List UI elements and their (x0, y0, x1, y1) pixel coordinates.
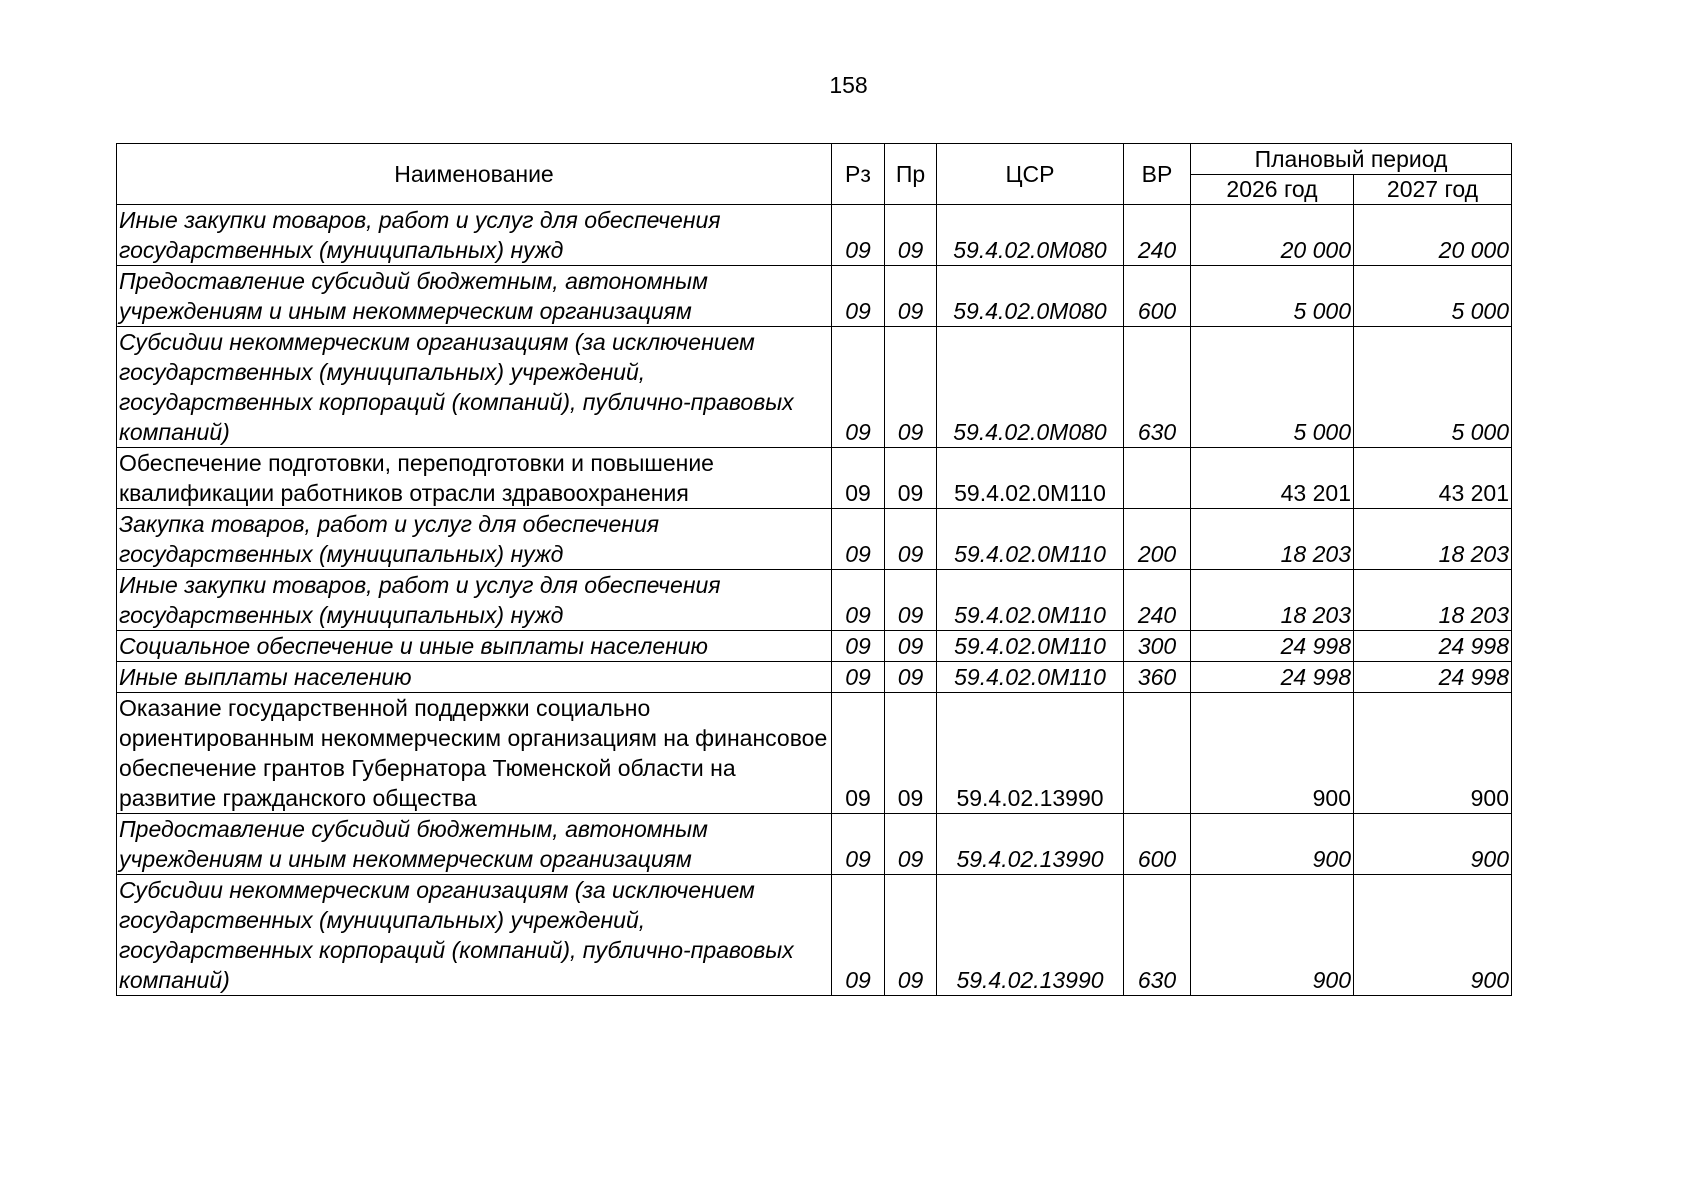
cell-name: Субсидии некоммерческим организациям (за исключением государственных (муниципальных) учреждений, государственных корпораций (компаний), публично-правовых компаний) (117, 875, 832, 996)
cell-csr: 59.4.02.0М080 (937, 266, 1124, 327)
cell-2027: 18 203 (1354, 509, 1512, 570)
cell-rz: 09 (832, 205, 885, 266)
cell-rz: 09 (832, 327, 885, 448)
cell-vr: 600 (1124, 814, 1191, 875)
header-rz: Рз (832, 144, 885, 205)
cell-2026: 900 (1191, 814, 1354, 875)
table-body (117, 205, 1512, 996)
cell-2026: 18 203 (1191, 570, 1354, 631)
cell-2026: 900 (1191, 693, 1354, 814)
cell-name: Предоставление субсидий бюджетным, автономным учреждениям и иным некоммерческим организациям (117, 266, 832, 327)
cell-csr: 59.4.02.0М110 (937, 448, 1124, 509)
cell-csr: 59.4.02.0М110 (937, 509, 1124, 570)
cell-2027: 5 000 (1354, 266, 1512, 327)
cell-name: Субсидии некоммерческим организациям (за исключением государственных (муниципальных) учреждений, государственных корпораций (компаний), публично-правовых компаний) (117, 327, 832, 448)
cell-2026: 18 203 (1191, 509, 1354, 570)
cell-pr: 09 (885, 509, 937, 570)
cell-2026: 900 (1191, 875, 1354, 996)
header-pr: Пр (885, 144, 937, 205)
cell-rz: 09 (832, 631, 885, 662)
cell-pr: 09 (885, 570, 937, 631)
cell-name: Иные закупки товаров, работ и услуг для обеспечения государственных (муниципальных) нужд (117, 205, 832, 266)
cell-rz: 09 (832, 509, 885, 570)
table-row (117, 662, 1512, 693)
cell-2026: 20 000 (1191, 205, 1354, 266)
cell-2027: 18 203 (1354, 570, 1512, 631)
header-planning-period: Плановый период (1191, 144, 1512, 175)
cell-csr: 59.4.02.0М110 (937, 570, 1124, 631)
cell-2026: 24 998 (1191, 662, 1354, 693)
cell-csr: 59.4.02.0М080 (937, 327, 1124, 448)
cell-pr: 09 (885, 205, 937, 266)
cell-2026: 5 000 (1191, 327, 1354, 448)
page-number: 158 (829, 72, 868, 98)
cell-rz: 09 (832, 448, 885, 509)
cell-csr: 59.4.02.13990 (937, 814, 1124, 875)
cell-pr: 09 (885, 662, 937, 693)
cell-pr: 09 (885, 875, 937, 996)
cell-name: Предоставление субсидий бюджетным, автономным учреждениям и иным некоммерческим организациям (117, 814, 832, 875)
cell-name: Обеспечение подготовки, переподготовки и повышение квалификации работников отрасли здравоохранения (117, 448, 832, 509)
cell-2027: 900 (1354, 875, 1512, 996)
cell-csr: 59.4.02.0М110 (937, 631, 1124, 662)
table-row (117, 693, 1512, 814)
table-row (117, 205, 1512, 266)
header-year-2026: 2026 год (1191, 174, 1354, 205)
cell-vr: 240 (1124, 205, 1191, 266)
cell-2027: 43 201 (1354, 448, 1512, 509)
cell-csr: 59.4.02.13990 (937, 693, 1124, 814)
cell-vr: 240 (1124, 570, 1191, 631)
cell-rz: 09 (832, 266, 885, 327)
table-row (117, 631, 1512, 662)
cell-2027: 5 000 (1354, 327, 1512, 448)
cell-name: Оказание государственной поддержки социально ориентированным некоммерческим организациям на финансовое обеспечение грантов Губернатора Тюменской области на развитие гражданского общества (117, 693, 832, 814)
header-row (117, 144, 1512, 175)
cell-2026: 5 000 (1191, 266, 1354, 327)
table-row (117, 266, 1512, 327)
cell-rz: 09 (832, 570, 885, 631)
cell-vr: 360 (1124, 662, 1191, 693)
table-row (117, 327, 1512, 448)
table-row (117, 448, 1512, 509)
cell-name: Социальное обеспечение и иные выплаты населению (117, 631, 832, 662)
cell-vr: 630 (1124, 875, 1191, 996)
cell-vr: 200 (1124, 509, 1191, 570)
cell-pr: 09 (885, 693, 937, 814)
cell-csr: 59.4.02.0М110 (937, 662, 1124, 693)
cell-2027: 900 (1354, 693, 1512, 814)
cell-csr: 59.4.02.13990 (937, 875, 1124, 996)
cell-2027: 24 998 (1354, 662, 1512, 693)
cell-rz: 09 (832, 814, 885, 875)
cell-rz: 09 (832, 693, 885, 814)
cell-2027: 24 998 (1354, 631, 1512, 662)
cell-pr: 09 (885, 814, 937, 875)
cell-rz: 09 (832, 662, 885, 693)
cell-vr: 630 (1124, 327, 1191, 448)
cell-name: Закупка товаров, работ и услуг для обеспечения государственных (муниципальных) нужд (117, 509, 832, 570)
header-vr: ВР (1124, 144, 1191, 205)
cell-name: Иные закупки товаров, работ и услуг для обеспечения государственных (муниципальных) нужд (117, 570, 832, 631)
budget-table (116, 143, 1512, 996)
cell-vr (1124, 448, 1191, 509)
table-row (117, 570, 1512, 631)
cell-rz: 09 (832, 875, 885, 996)
cell-vr (1124, 693, 1191, 814)
table-row (117, 509, 1512, 570)
header-name: Наименование (117, 144, 832, 205)
cell-2026: 24 998 (1191, 631, 1354, 662)
cell-vr: 600 (1124, 266, 1191, 327)
cell-2026: 43 201 (1191, 448, 1354, 509)
cell-csr: 59.4.02.0М080 (937, 205, 1124, 266)
header-year-2027: 2027 год (1354, 174, 1512, 205)
cell-pr: 09 (885, 631, 937, 662)
cell-name: Иные выплаты населению (117, 662, 832, 693)
cell-pr: 09 (885, 266, 937, 327)
table-row (117, 814, 1512, 875)
cell-pr: 09 (885, 327, 937, 448)
cell-pr: 09 (885, 448, 937, 509)
cell-2027: 20 000 (1354, 205, 1512, 266)
table-row (117, 875, 1512, 996)
header-csr: ЦСР (937, 144, 1124, 205)
cell-vr: 300 (1124, 631, 1191, 662)
cell-2027: 900 (1354, 814, 1512, 875)
